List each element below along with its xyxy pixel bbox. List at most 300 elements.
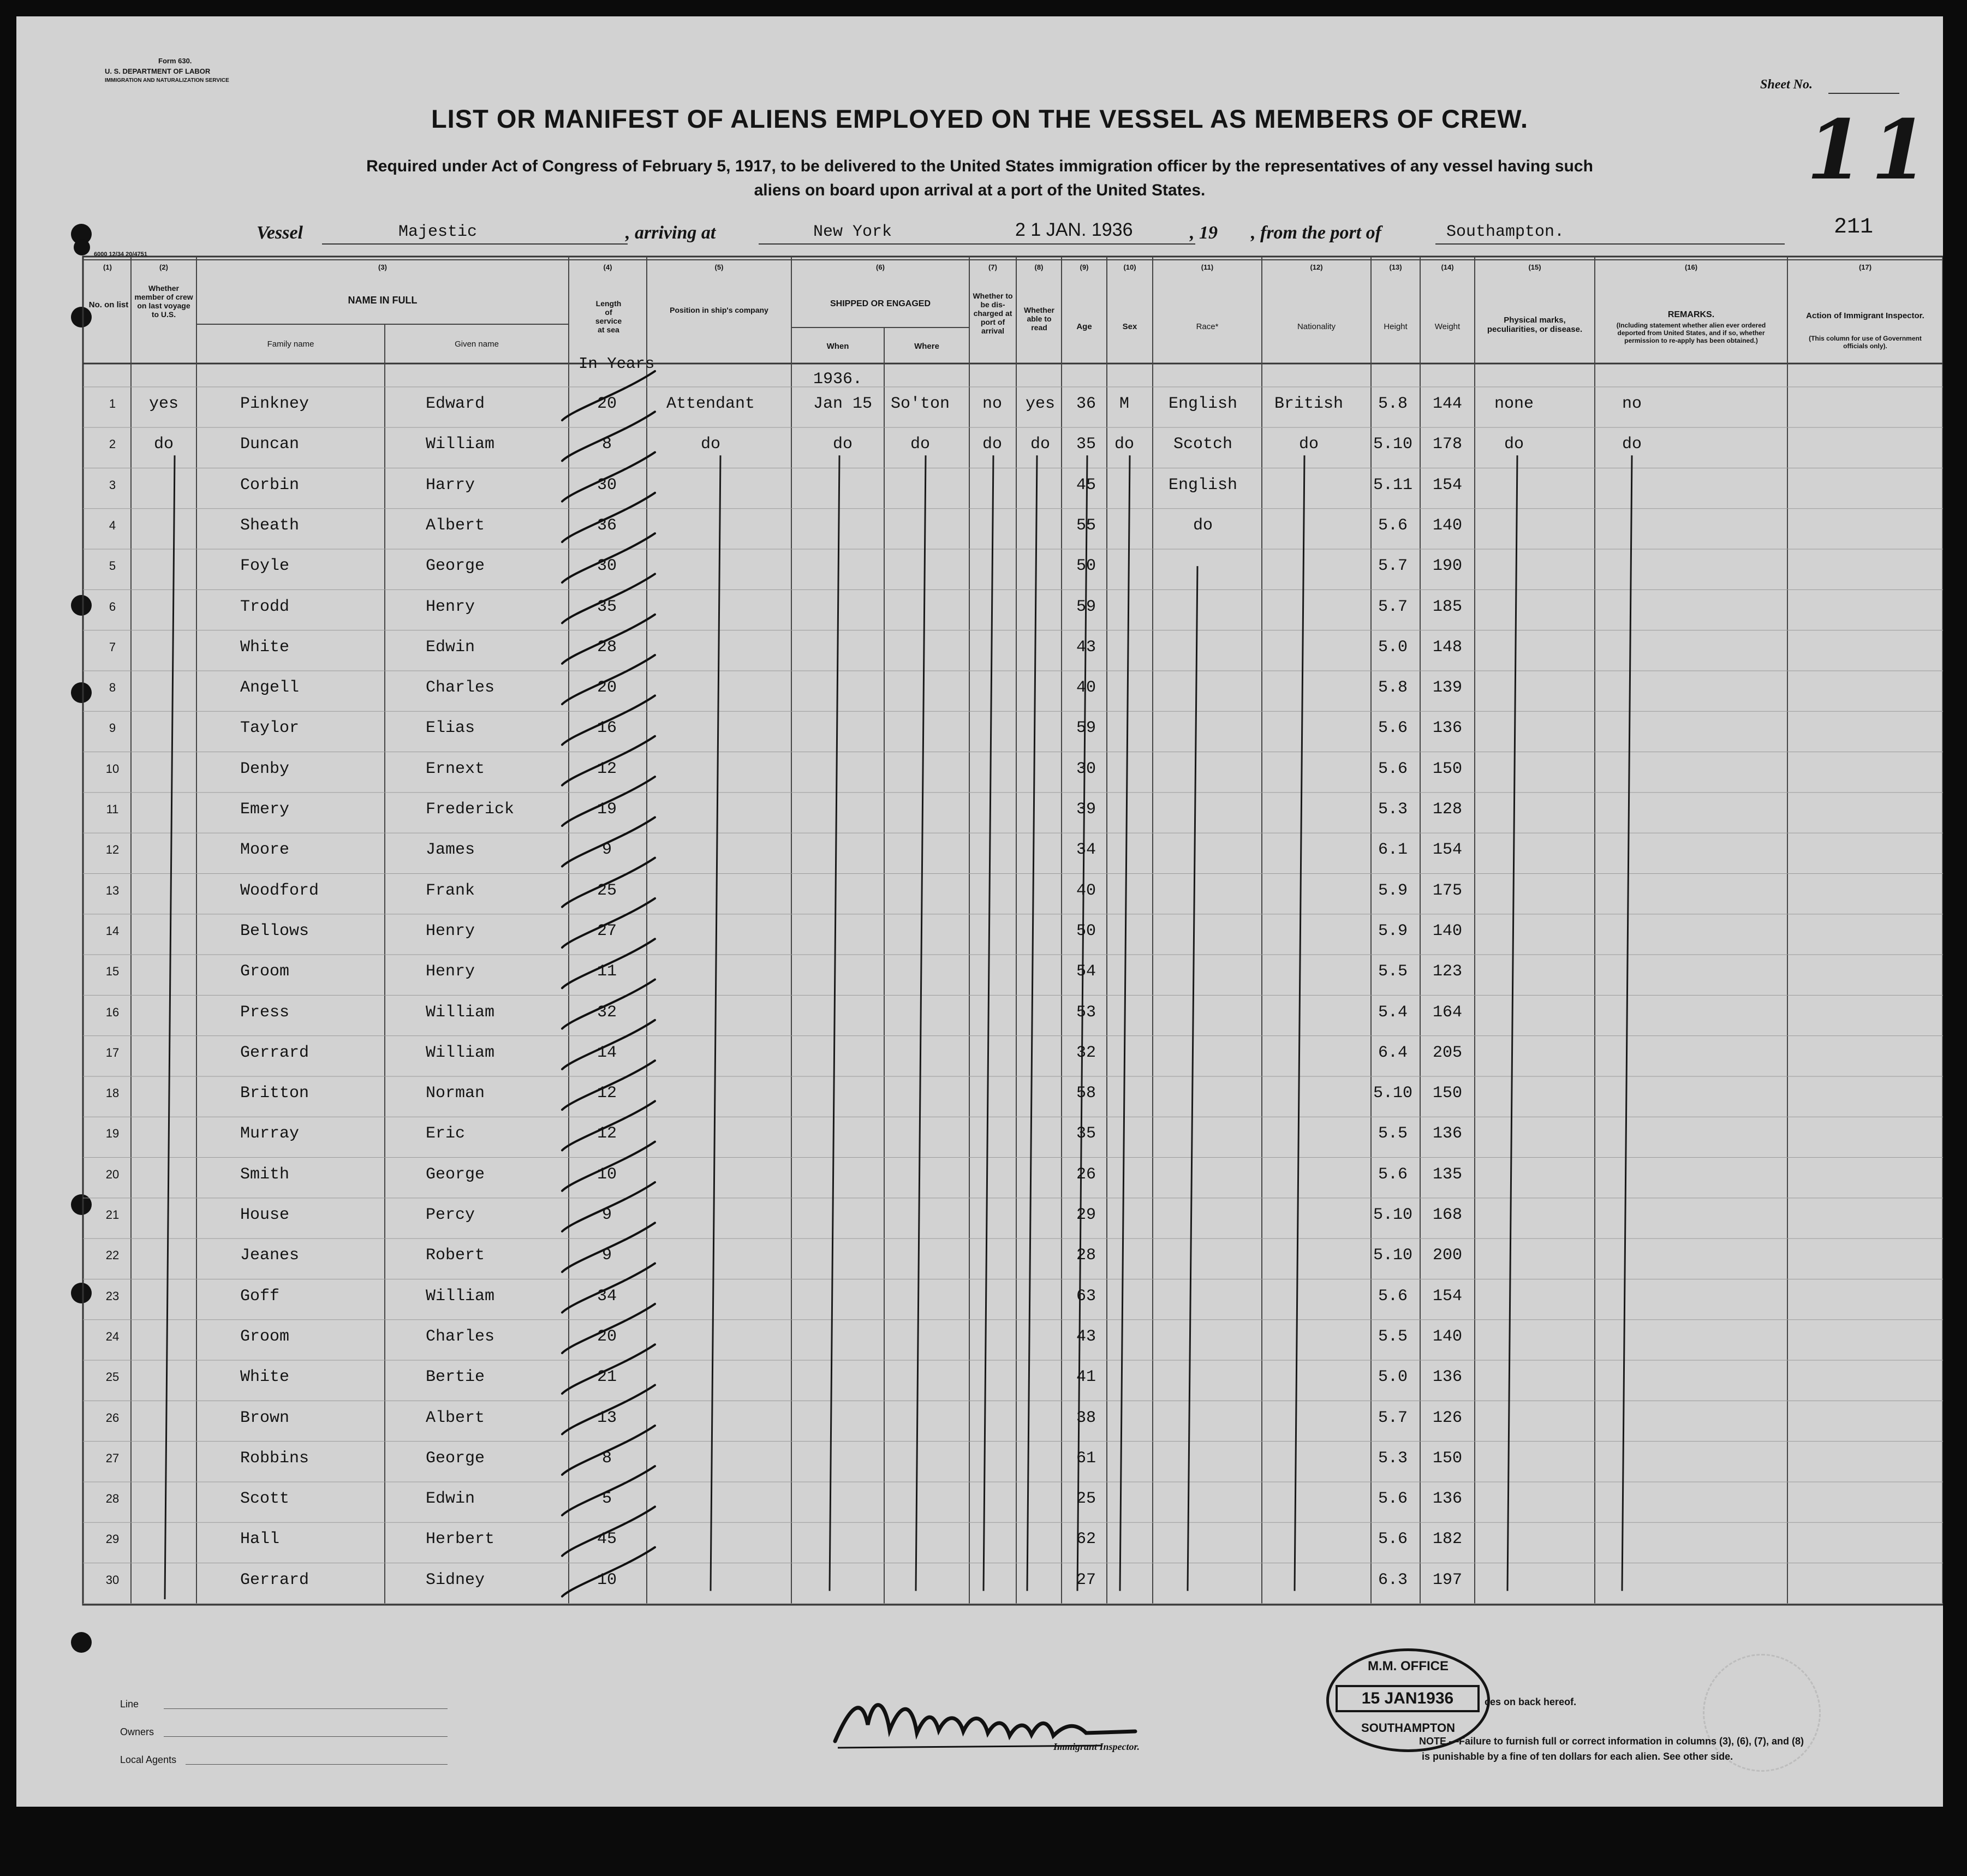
cell-given-name: Percy [426, 1206, 475, 1224]
cell-weight: 154 [1432, 841, 1463, 860]
ditto-line [1622, 455, 1632, 1591]
cell-length-of-service: 27 [597, 921, 617, 940]
cell-able-to-read: do [1030, 435, 1051, 454]
cell-age: 53 [1076, 1003, 1096, 1022]
cell-height: 5.10 [1373, 1084, 1413, 1103]
cell-row-number: 13 [105, 883, 120, 897]
cell-row-number: 4 [109, 518, 116, 532]
cell-position: do [700, 435, 721, 454]
cell-weight: 178 [1432, 435, 1463, 454]
cell-age: 58 [1076, 1084, 1096, 1103]
header-weight: Weight [1434, 322, 1461, 331]
cell-length-of-service: 28 [597, 638, 617, 657]
cell-family-name: Goff [240, 1287, 280, 1306]
cell-remarks: do [1622, 435, 1642, 454]
footer-agents-label: Local Agents [120, 1754, 177, 1765]
footer-line-rule [164, 1708, 448, 1709]
cell-given-name: James [426, 841, 475, 860]
cell-row-number: 17 [105, 1045, 120, 1059]
cell-shipped-where: do [910, 435, 931, 454]
cell-physical-marks: none [1494, 395, 1534, 413]
cell-weight: 154 [1432, 1287, 1463, 1306]
cell-height: 5.6 [1378, 1530, 1408, 1549]
cell-physical-marks: do [1504, 435, 1524, 454]
cell-family-name: Gerrard [240, 1043, 309, 1062]
col-num-4: (4) [603, 263, 612, 271]
form-number: Form 630. [158, 57, 192, 65]
cell-crew-last-voyage: yes [148, 395, 179, 413]
ditto-line [1507, 455, 1517, 1591]
cell-weight: 200 [1432, 1246, 1463, 1265]
cell-weight: 168 [1432, 1206, 1463, 1224]
col-num-9: (9) [1080, 263, 1089, 271]
cell-row-number: 22 [105, 1248, 120, 1262]
cell-remarks: no [1622, 395, 1642, 413]
cell-given-name: Frank [426, 881, 475, 900]
cell-weight: 148 [1432, 638, 1463, 657]
cell-discharged: no [982, 395, 1003, 413]
cell-length-of-service: 8 [601, 435, 612, 454]
cell-length-of-service: 20 [597, 1327, 617, 1346]
col-num-7: (7) [988, 263, 997, 271]
cell-row-number: 6 [109, 599, 116, 614]
cell-height: 5.8 [1378, 678, 1408, 698]
cell-height: 5.4 [1378, 1003, 1408, 1022]
cell-row-number: 1 [109, 397, 116, 410]
cell-height: 5.11 [1373, 475, 1413, 495]
cell-given-name: George [426, 1165, 485, 1184]
cell-height: 5.9 [1378, 921, 1408, 940]
cell-age: 26 [1076, 1165, 1096, 1184]
cell-age: 50 [1076, 921, 1096, 940]
cell-weight: 190 [1432, 557, 1463, 576]
cell-length-of-service: 8 [601, 1449, 612, 1468]
col-num-16: (16) [1684, 263, 1698, 271]
cell-given-name: George [426, 557, 485, 576]
cell-length-of-service: 19 [597, 800, 617, 819]
cell-weight: 164 [1432, 1003, 1463, 1022]
header-length: Length of service at sea [595, 299, 622, 335]
sheet-number-handwritten: 11 [1807, 102, 1936, 198]
cell-age: 30 [1076, 759, 1096, 778]
cell-nationality: British [1274, 395, 1344, 413]
cell-length-of-service: 12 [597, 1124, 617, 1144]
cell-race: Scotch [1173, 435, 1233, 454]
cell-row-number: 3 [109, 478, 116, 492]
cell-weight: 185 [1432, 597, 1463, 616]
cell-row-number: 29 [105, 1532, 120, 1546]
cell-family-name: Press [240, 1003, 290, 1022]
cell-given-name: Albert [426, 1408, 485, 1427]
cell-length-of-service: 13 [597, 1408, 617, 1427]
cell-age: 39 [1076, 800, 1096, 819]
stamp-top: M.M. OFFICE [1368, 1659, 1449, 1673]
cell-length-of-service: 30 [597, 475, 617, 495]
page-title: LIST OR MANIFEST OF ALIENS EMPLOYED ON THE VESSEL AS MEMBERS OF CREW. [431, 104, 1529, 133]
col-num-11: (11) [1201, 263, 1214, 271]
ditto-line [916, 455, 926, 1591]
cell-length-of-service: 20 [597, 395, 617, 413]
col-num-6: (6) [876, 263, 885, 271]
arriving-label: , arriving at [625, 223, 716, 243]
col-num-13: (13) [1389, 263, 1402, 271]
cell-family-name: Denby [240, 759, 290, 778]
arrival-port: New York [813, 223, 892, 241]
cell-height: 5.3 [1378, 800, 1408, 819]
cell-family-name: Trodd [240, 597, 290, 616]
cell-age: 32 [1076, 1043, 1096, 1062]
cell-row-number: 26 [105, 1410, 120, 1425]
cell-row-number: 16 [105, 1005, 120, 1019]
cell-age: 25 [1076, 1490, 1096, 1509]
cell-age: 59 [1076, 597, 1096, 616]
ditto-line [711, 455, 720, 1591]
cell-length-of-service: 12 [597, 1084, 617, 1103]
cell-height: 6.1 [1378, 841, 1408, 860]
cell-age: 55 [1076, 516, 1096, 535]
cell-age: 43 [1076, 638, 1096, 657]
cell-age: 61 [1076, 1449, 1096, 1468]
cell-height: 5.9 [1378, 881, 1408, 900]
cell-given-name: William [426, 1043, 495, 1062]
cell-able-to-read: yes [1025, 395, 1056, 413]
header-when: When [826, 342, 849, 351]
cell-row-number: 25 [105, 1370, 120, 1384]
cell-given-name: Norman [426, 1084, 485, 1103]
cell-family-name: Britton [240, 1084, 309, 1103]
header-read: Whether able to read [1024, 306, 1054, 332]
cell-row-number: 24 [105, 1329, 120, 1343]
cell-given-name: William [426, 435, 495, 454]
cell-age: 43 [1076, 1327, 1096, 1346]
stamp-bottom: SOUTHAMPTON [1361, 1721, 1455, 1735]
cell-length-of-service: 34 [597, 1287, 617, 1306]
cell-family-name: Smith [240, 1165, 290, 1184]
footer-owners-rule [164, 1736, 448, 1737]
sheet-label: Sheet No. [1760, 78, 1813, 92]
header-sex: Sex [1122, 322, 1137, 331]
cell-length-of-service: 12 [597, 759, 617, 778]
cell-height: 5.5 [1378, 1327, 1408, 1346]
cell-weight: 140 [1432, 1327, 1463, 1346]
cell-family-name: Robbins [240, 1449, 309, 1468]
col-num-3: (3) [378, 263, 387, 271]
from-port-label: , from the port of [1251, 223, 1381, 243]
cell-given-name: Ernext [426, 759, 485, 778]
cell-height: 5.10 [1373, 1206, 1413, 1224]
cell-family-name: Brown [240, 1408, 290, 1427]
cell-height: 5.5 [1378, 1124, 1408, 1144]
cell-age: 45 [1076, 475, 1096, 495]
header-remarks-note: (Including statement whether alien ever ordered deported from United States, and if so, whether permission to re-apply has been obtained.) [1616, 321, 1766, 344]
cell-given-name: William [426, 1003, 495, 1022]
cell-length-of-service: 36 [597, 516, 617, 535]
cell-height: 5.6 [1378, 1165, 1408, 1184]
cell-age: 40 [1076, 881, 1096, 900]
header-position: Position in ship's company [670, 306, 768, 314]
header-given: Given name [455, 340, 499, 349]
ditto-line [1188, 566, 1197, 1591]
cell-length-of-service: 25 [597, 881, 617, 900]
header-discharged: Whether to be dis-charged at port of arrival [973, 291, 1013, 336]
cell-row-number: 8 [109, 681, 116, 695]
cell-weight: 136 [1432, 719, 1463, 738]
cell-family-name: Bellows [240, 921, 309, 940]
ditto-line [1295, 455, 1304, 1591]
cell-height: 6.4 [1378, 1043, 1408, 1062]
footer-agents-rule [186, 1764, 448, 1765]
cell-age: 54 [1076, 962, 1096, 981]
cell-length-of-service: 20 [597, 678, 617, 698]
col-num-15: (15) [1528, 263, 1541, 271]
cell-age: 28 [1076, 1246, 1096, 1265]
cell-row-number: 15 [105, 964, 120, 979]
cell-given-name: Henry [426, 962, 475, 981]
cell-length-of-service: 32 [597, 1003, 617, 1022]
cell-family-name: Foyle [240, 557, 290, 576]
cell-family-name: Angell [240, 678, 300, 698]
footer-note-3: is punishable by a fine of ten dollars for each alien. See other side. [1422, 1751, 1733, 1762]
cell-age: 63 [1076, 1287, 1096, 1306]
cell-given-name: Charles [426, 678, 495, 698]
cell-height: 5.0 [1378, 638, 1408, 657]
header-no: No. on list [88, 300, 129, 309]
cell-height: 5.6 [1378, 516, 1408, 535]
cell-row-number: 18 [105, 1086, 120, 1100]
cell-height: 5.6 [1378, 1490, 1408, 1509]
cell-given-name: William [426, 1287, 495, 1306]
cell-weight: 136 [1432, 1368, 1463, 1387]
cell-weight: 205 [1432, 1043, 1463, 1062]
cell-height: 5.7 [1378, 1408, 1408, 1427]
cell-family-name: Pinkney [240, 395, 309, 413]
cell-height: 5.6 [1378, 759, 1408, 778]
cell-weight: 154 [1432, 475, 1463, 495]
cell-age: 62 [1076, 1530, 1096, 1549]
header-age: Age [1076, 322, 1092, 331]
cell-row-number: 10 [105, 761, 120, 776]
cell-given-name: Edwin [426, 638, 475, 657]
cell-row-number: 20 [105, 1167, 120, 1181]
cell-height: 5.5 [1378, 962, 1408, 981]
departure-port: Southampton. [1446, 223, 1565, 241]
cell-given-name: Eric [426, 1124, 466, 1144]
cell-age: 40 [1076, 678, 1096, 698]
cell-height: 6.3 [1378, 1570, 1408, 1589]
cell-given-name: Elias [426, 719, 475, 738]
cell-length-of-service: 10 [597, 1570, 617, 1589]
cell-height: 5.7 [1378, 557, 1408, 576]
cell-family-name: White [240, 1368, 290, 1387]
cell-length-of-service: 10 [597, 1165, 617, 1184]
cell-weight: 140 [1432, 516, 1463, 535]
cell-family-name: Sheath [240, 516, 300, 535]
ditto-line [830, 455, 839, 1591]
year-note: 1936. [813, 370, 863, 389]
cell-given-name: Bertie [426, 1368, 485, 1387]
page-number: 211 [1834, 215, 1874, 240]
cell-sex: do [1114, 435, 1135, 454]
footer-owners-label: Owners [120, 1726, 154, 1737]
cell-shipped-where: So'ton [890, 395, 950, 413]
cell-row-number: 27 [105, 1451, 120, 1465]
cell-family-name: Groom [240, 1327, 290, 1346]
col-num-2: (2) [159, 263, 168, 271]
cell-length-of-service: 5 [601, 1490, 612, 1509]
cell-race: English [1168, 475, 1238, 495]
cell-age: 27 [1076, 1570, 1096, 1589]
cell-weight: 126 [1432, 1408, 1463, 1427]
cell-length-of-service: 14 [597, 1043, 617, 1062]
cell-age: 35 [1076, 1124, 1096, 1144]
cell-discharged: do [982, 435, 1003, 454]
cell-family-name: Jeanes [240, 1246, 300, 1265]
cell-age: 38 [1076, 1408, 1096, 1427]
cell-given-name: Edwin [426, 1490, 475, 1509]
cell-height: 5.6 [1378, 1287, 1408, 1306]
cell-given-name: Henry [426, 597, 475, 616]
cell-shipped-when: do [832, 435, 853, 454]
cell-weight: 197 [1432, 1570, 1463, 1589]
cell-row-number: 7 [109, 640, 116, 654]
cell-given-name: Sidney [426, 1570, 485, 1589]
header-member: Whether member of crew on last voyage to U.S. [134, 284, 193, 319]
cell-length-of-service: 11 [597, 962, 617, 981]
cell-weight: 136 [1432, 1124, 1463, 1144]
cell-length-of-service: 9 [601, 1206, 612, 1224]
cell-family-name: Murray [240, 1124, 300, 1144]
cell-family-name: Scott [240, 1490, 290, 1509]
cell-row-number: 2 [109, 437, 116, 451]
cell-height: 5.0 [1378, 1368, 1408, 1387]
vessel-name: Majestic [398, 223, 478, 241]
cell-length-of-service: 16 [597, 719, 617, 738]
cell-sex: M [1119, 395, 1130, 413]
col-num-10: (10) [1123, 263, 1136, 271]
cell-weight: 128 [1432, 800, 1463, 819]
header-height: Height [1384, 322, 1408, 331]
col-num-1: (1) [103, 263, 112, 271]
header-action: Action of Immigrant Inspector. [1806, 311, 1924, 320]
cell-family-name: Hall [240, 1530, 280, 1549]
cell-weight: 144 [1432, 395, 1463, 413]
print-code: 6000 12/34 20/4751 [94, 251, 147, 258]
col-num-8: (8) [1034, 263, 1044, 271]
cell-race: do [1193, 516, 1213, 535]
cell-position: Attendant [666, 395, 755, 413]
cell-given-name: Henry [426, 921, 475, 940]
cell-length-of-service: 9 [601, 1246, 612, 1265]
signature-caption: Immigrant Inspector. [1053, 1741, 1140, 1752]
ditto-line [1120, 455, 1130, 1591]
cell-given-name: Albert [426, 516, 485, 535]
cell-row-number: 23 [105, 1289, 120, 1303]
cell-length-of-service: 35 [597, 597, 617, 616]
cell-family-name: Taylor [240, 719, 300, 738]
cell-height: 5.10 [1373, 1246, 1413, 1265]
cell-crew-last-voyage: do [153, 435, 174, 454]
cell-family-name: Groom [240, 962, 290, 981]
cell-given-name: George [426, 1449, 485, 1468]
cell-row-number: 19 [105, 1127, 120, 1141]
cell-given-name: Robert [426, 1246, 485, 1265]
cell-weight: 150 [1432, 1449, 1463, 1468]
cell-family-name: Moore [240, 841, 290, 860]
header-remarks: REMARKS. [1667, 310, 1715, 319]
footer-line-label: Line [120, 1699, 139, 1710]
cell-row-number: 12 [105, 843, 120, 857]
cell-length-of-service: 45 [597, 1530, 617, 1549]
header-marks: Physical marks, peculiarities, or disease. [1487, 315, 1583, 335]
cell-weight: 150 [1432, 1084, 1463, 1103]
cell-row-number: 30 [105, 1573, 120, 1587]
header-where: Where [914, 342, 939, 351]
subtitle-line-1: Required under Act of Congress of February 5, 1917, to be delivered to the United States immigration officer by the representatives of any vessel having such [366, 157, 1593, 175]
header-family: Family name [267, 340, 314, 349]
cell-weight: 123 [1432, 962, 1463, 981]
cell-height: 5.6 [1378, 719, 1408, 738]
cell-weight: 175 [1432, 881, 1463, 900]
header-race: Race* [1196, 322, 1219, 331]
col-num-14: (14) [1441, 263, 1454, 271]
cell-height: 5.3 [1378, 1449, 1408, 1468]
vessel-label: Vessel [257, 223, 303, 243]
footer-note-1: ces on back hereof. [1485, 1696, 1577, 1707]
year-label: , 19 [1190, 223, 1218, 243]
cell-family-name: White [240, 638, 290, 657]
cell-family-name: Duncan [240, 435, 300, 454]
cell-height: 5.8 [1378, 395, 1408, 413]
cell-row-number: 28 [105, 1492, 120, 1506]
ditto-line [984, 455, 993, 1591]
form-service: IMMIGRATION AND NATURALIZATION SERVICE [105, 78, 229, 84]
inspector-signature [830, 1681, 1212, 1758]
cell-family-name: Emery [240, 800, 290, 819]
cell-length-of-service: 30 [597, 557, 617, 576]
manifest-sheet [16, 16, 1943, 1807]
col-num-5: (5) [714, 263, 724, 271]
cell-shipped-when: Jan 15 [813, 395, 873, 413]
cell-given-name: Frederick [426, 800, 515, 819]
cell-nationality: do [1298, 435, 1319, 454]
cell-row-number: 5 [109, 559, 116, 573]
cell-given-name: Edward [426, 395, 485, 413]
col-num-17: (17) [1858, 263, 1872, 271]
cell-row-number: 9 [109, 721, 116, 735]
ditto-line [1027, 455, 1037, 1591]
cell-age: 36 [1076, 395, 1096, 413]
cell-family-name: Gerrard [240, 1570, 309, 1589]
cell-age: 50 [1076, 557, 1096, 576]
arrival-date-stamp: 2 1 JAN. 1936 [1015, 219, 1133, 240]
cell-family-name: House [240, 1206, 290, 1224]
ditto-line [165, 455, 175, 1599]
cell-age: 41 [1076, 1368, 1096, 1387]
cell-height: 5.10 [1373, 435, 1413, 454]
header-action-note: (This column for use of Government officials only). [1809, 335, 1922, 350]
cell-race: English [1168, 395, 1238, 413]
cell-given-name: Harry [426, 475, 475, 495]
cell-age: 35 [1076, 435, 1096, 454]
cell-weight: 139 [1432, 678, 1463, 698]
cell-age: 59 [1076, 719, 1096, 738]
header-nationality: Nationality [1297, 322, 1336, 331]
cell-weight: 182 [1432, 1530, 1463, 1549]
cell-row-number: 14 [105, 924, 120, 938]
form-department: U. S. DEPARTMENT OF LABOR [105, 67, 211, 75]
cell-family-name: Corbin [240, 475, 300, 495]
cell-length-of-service: 21 [597, 1368, 617, 1387]
